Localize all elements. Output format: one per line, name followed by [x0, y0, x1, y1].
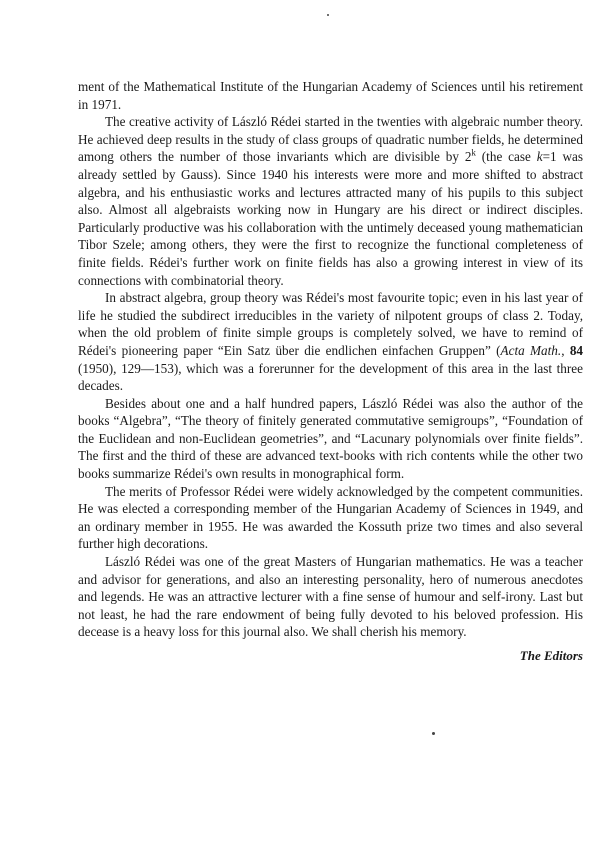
signature: The Editors: [519, 648, 583, 663]
text-run: k: [471, 147, 476, 158]
text-run: In abstract algebra, group theory was Rédei's most favourite topic; even in his last year of life he studied the subdirect irreducibles in the variety of nilpotent groups of class 2. Today, when the old problem of finite simple groups is completely solved, we have to remind of Rédei's pioneering paper “Ein Satz über die endlichen einfachen Gruppen” (: [78, 290, 583, 358]
text-run: (the case: [475, 149, 537, 165]
paragraph-4: Besides about one and a half hundred papers, László Rédei was also the author of the books “Algebra”, “The theory of finitely generated commutative semigroups”, “Foundation of the Euclidean and non-Euclidean geometries”, and “Lacunary polynomials over finite fields”. The first and the third of these are advanced text-books with rich contents while the other two books summarize Rédei's own results in monographical form.: [78, 395, 583, 482]
text-run: (1950), 129—153), which was a forerunner for the development of this area in the last three decades.: [78, 360, 583, 394]
scan-speck: [327, 14, 329, 16]
scan-speck: [432, 732, 435, 735]
text-run: ,: [561, 342, 570, 358]
text-run: The creative activity of László Rédei started in the twenties with algebraic number theory. He achieved deep results in the study of class groups of quadratic number fields, he determined among others the number of those invariants which are divisible by 2: [78, 114, 583, 165]
paragraph-2: [78, 113, 583, 289]
paragraph-3: [78, 289, 583, 395]
paragraph-5: The merits of Professor Rédei were widely acknowledged by the competent communities. He was elected a corresponding member of the Hungarian Academy of Sciences in 1949, and an ordinary member in 1955. He was awarded the Kossuth prize two times and also several further high decorations.: [78, 483, 583, 552]
text-run: =1 was already settled by Gauss). Since 1940 his interests were more and more shifted to abstract algebra, and his enthusiastic works and lectures attracted many of his pupils to this subject also. Almost all algebraists working now in Hungary are his direct or indirect disciples. Particularly productive was his collaboration with the untimely deceased young mathematician Tibor Szele; among others, they were the first to recognize the functional completeness of finite fields. Rédei's further work on finite fields has also a growing interest in view of its connections with combinatorial theory.: [78, 149, 584, 288]
text-run: Acta Math.: [500, 342, 562, 358]
text-run: 84: [569, 342, 583, 358]
paragraph-6: László Rédei was one of the great Masters of Hungarian mathematics. He was a teacher and advisor for generations, and also an interesting personality, hero of numerous anecdotes and legends. He was an attractive lecturer with a fine sense of humour and self-irony. Last but not least, he had the rare endowment of being fully devoted to his beloved profession. His decease is a heavy loss for this journal also. We shall cherish his memory.: [78, 554, 583, 640]
document-page: [78, 78, 583, 664]
paragraph-1: ment of the Mathematical Institute of the Hungarian Academy of Sciences until his retirement in 1971.: [78, 79, 583, 112]
text-run: k: [536, 149, 543, 165]
